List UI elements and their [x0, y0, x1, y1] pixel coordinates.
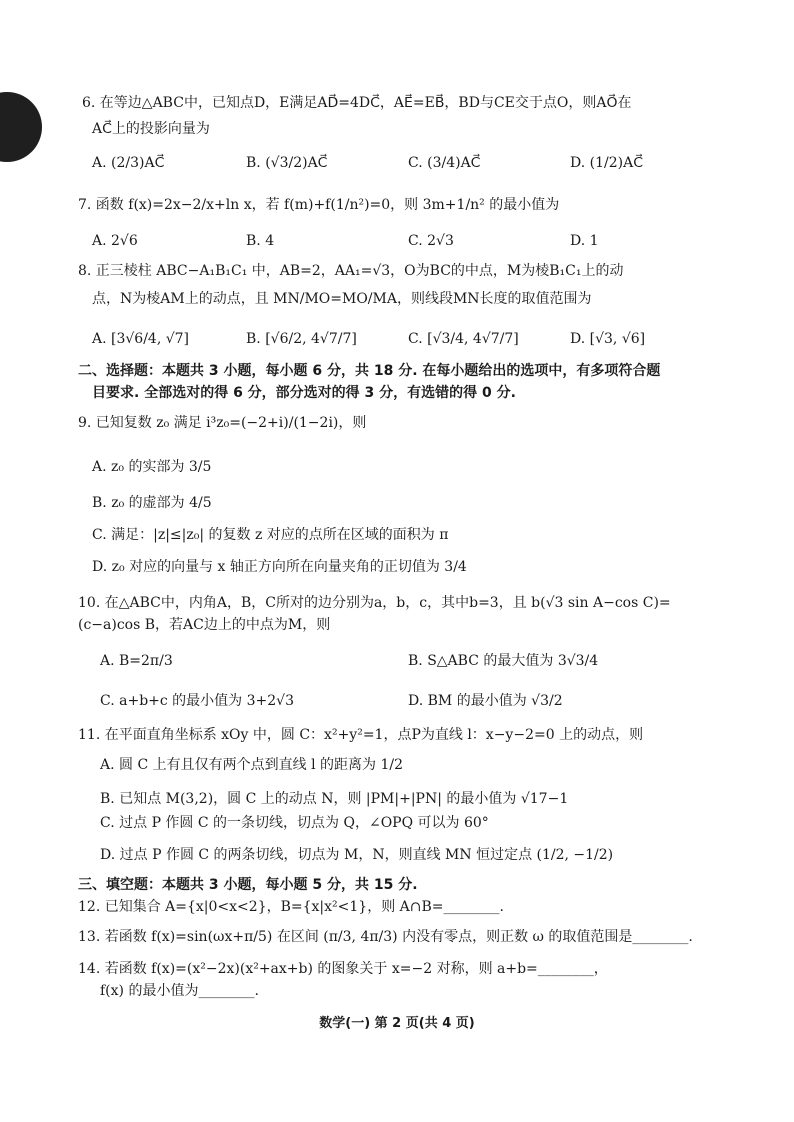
q7-option-b: B. 4 — [246, 233, 275, 249]
q11-line1: 11. 在平面直角坐标系 xOy 中，圆 C：x²+y²=1，点P为直线 l：x−y−2=0 上的动点，则 — [78, 727, 644, 743]
section2-heading-line2: 目要求. 全部选对的得 6 分，部分选对的得 3 分，有选错的得 0 分. — [92, 385, 516, 401]
q14-line2: f(x) 的最小值为________. — [100, 983, 259, 999]
q6-option-b: B. (√3/2)AC⃗ — [246, 155, 328, 171]
page-edge-tab — [0, 92, 42, 162]
q6-option-c: C. (3/4)AC⃗ — [408, 155, 481, 171]
q11-option-c: C. 过点 P 作圆 C 的一条切线，切点为 Q，∠OPQ 可以为 60° — [100, 815, 489, 831]
q11-option-b: B. 已知点 M(3,2)，圆 C 上的动点 N，则 |PM|+|PN| 的最小值为 √17−1 — [100, 791, 569, 807]
q8-line1: 8. 正三棱柱 ABC−A₁B₁C₁ 中，AB=2，AA₁=√3，O为BC的中点，M为棱B₁C₁上的动 — [78, 263, 624, 279]
q13-line1: 13. 若函数 f(x)=sin(ωx+π/5) 在区间 (π/3, 4π/3) 内没有零点，则正数 ω 的取值范围是________. — [78, 929, 693, 945]
q8-option-c: C. [√3/4, 4√7/7] — [408, 331, 519, 347]
q8-option-d: D. [√3, √6] — [570, 331, 646, 347]
page-footer: 数学(一) 第 2 页(共 4 页) — [319, 1016, 475, 1031]
q7-line1: 7. 函数 f(x)=2x−2/x+ln x，若 f(m)+f(1/n²)=0，则 3m+1/n² 的最小值为 — [78, 197, 560, 213]
q9-line1: 9. 已知复数 z₀ 满足 i³z₀=(−2+i)/(1−2i)，则 — [78, 415, 367, 431]
q8-line2: 点，N为棱AM上的动点，且 MN/MO=MO/MA，则线段MN长度的取值范围为 — [92, 291, 592, 307]
q7-option-d: D. 1 — [570, 233, 599, 249]
q9-option-d: D. z₀ 对应的向量与 x 轴正方向所在向量夹角的正切值为 3/4 — [92, 559, 467, 575]
q9-option-a: A. z₀ 的实部为 3/5 — [92, 459, 212, 475]
section2-heading-line1: 二、选择题：本题共 3 小题，每小题 6 分，共 18 分. 在每小题给出的选项中，有多项符合题 — [78, 363, 661, 379]
q10-option-c: C. a+b+c 的最小值为 3+2√3 — [100, 693, 294, 709]
q11-option-a: A. 圆 C 上有且仅有两个点到直线 l 的距离为 1/2 — [100, 757, 403, 773]
q8-option-b: B. [√6/2, 4√7/7] — [246, 331, 357, 347]
q6-line1: 6. 在等边△ABC中，已知点D，E满足AD⃗=4DC⃗，AE⃗=EB⃗，BD与CE交于点O，则AO⃗在 — [82, 95, 632, 111]
q8-option-a: A. [3√6/4, √7] — [92, 331, 190, 347]
q12-line1: 12. 已知集合 A={x|0<x<2}，B={x|x²<1}，则 A∩B=________. — [78, 899, 504, 915]
q6-option-d: D. (1/2)AC⃗ — [570, 155, 643, 171]
q9-option-c: C. 满足：|z|≤|z₀| 的复数 z 对应的点所在区域的面积为 π — [92, 527, 449, 543]
q11-option-d: D. 过点 P 作圆 C 的两条切线，切点为 M，N，则直线 MN 恒过定点 (1/2, −1/2) — [100, 847, 614, 863]
q7-option-a: A. 2√6 — [92, 233, 138, 249]
q10-option-b: B. S△ABC 的最大值为 3√3/4 — [408, 653, 599, 669]
section3-heading: 三、填空题：本题共 3 小题，每小题 5 分，共 15 分. — [78, 877, 418, 893]
q10-option-a: A. B=2π/3 — [100, 653, 173, 669]
q14-line1: 14. 若函数 f(x)=(x²−2x)(x²+ax+b) 的图象关于 x=−2 对称，则 a+b=________， — [78, 961, 608, 977]
q10-option-d: D. BM 的最小值为 √3/2 — [408, 693, 563, 709]
q7-option-c: C. 2√3 — [408, 233, 454, 249]
q6-line2: AC⃗上的投影向量为 — [92, 121, 210, 137]
q10-line1: 10. 在△ABC中，内角A，B，C所对的边分别为a，b，c，其中b=3，且 b(√3 sin A−cos C)= — [78, 595, 671, 611]
q10-line2: (c−a)cos B，若AC边上的中点为M，则 — [78, 617, 331, 633]
q9-option-b: B. z₀ 的虚部为 4/5 — [92, 495, 212, 511]
q6-option-a: A. (2/3)AC⃗ — [92, 155, 165, 171]
